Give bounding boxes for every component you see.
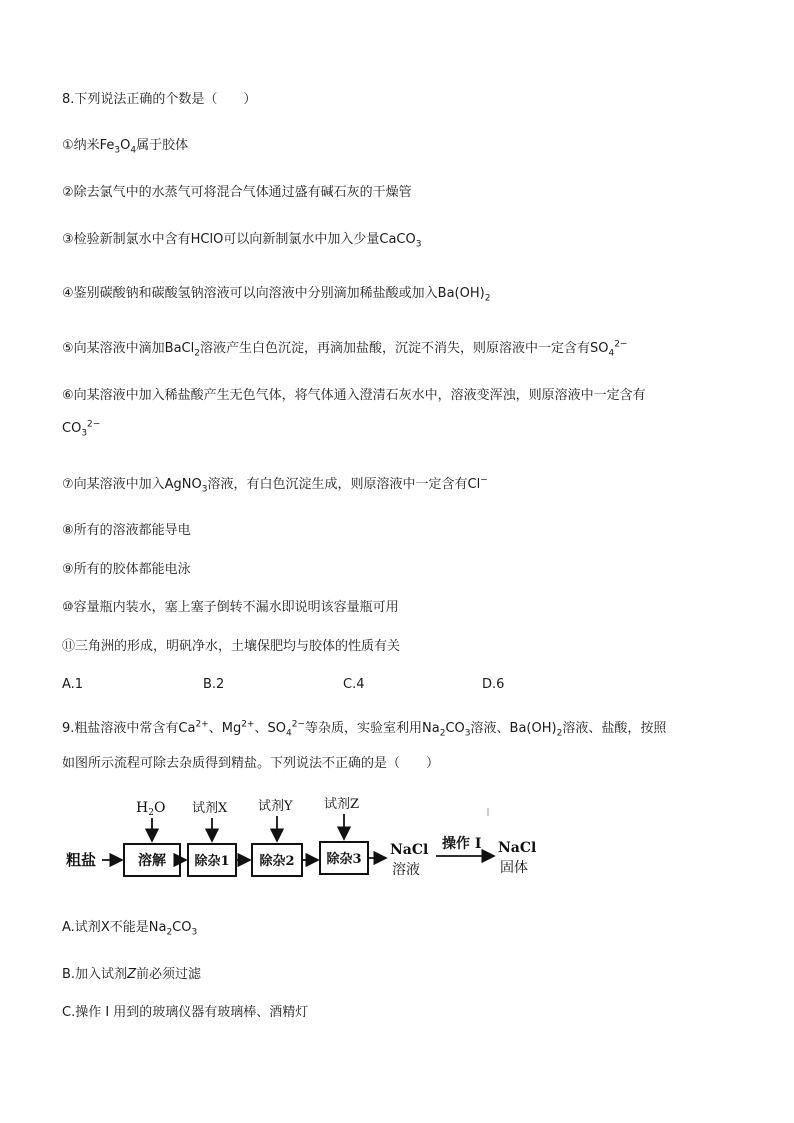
flow-box-dissolve-label: 溶解 [138, 853, 166, 869]
flow-box-remove2-label: 除杂2 [259, 854, 295, 869]
q8-statement-5: ⑤向某溶液中滴加BaCl$_2$溶液产生白色沉淀，再滴加盐酸，沉淀不消失，则原溶液中一定含有$SO_4^{2-}$ [62, 339, 628, 359]
operation-label: 操作 I [442, 836, 482, 852]
reagent-water: $H_2O$ [136, 800, 166, 818]
q8-option-b: B.2 [203, 677, 225, 692]
q8-statement-6-line2: $CO_3^{2-}$ [62, 419, 101, 439]
q9-flow-diagram [64, 794, 544, 884]
q8-option-c: C.4 [343, 677, 365, 692]
reagent-z: 试剂Z [324, 797, 360, 812]
reagent-x: 试剂X [192, 801, 228, 816]
q8-option-d: D.6 [482, 677, 505, 692]
q8-statement-3: ③检验新制氯水中含有HClO可以向新制氯水中加入少量CaCO$_3$ [62, 232, 422, 250]
q9-option-a: A.试剂X不能是$Na_2CO_3$ [62, 920, 198, 938]
flow-box-remove1-label: 除杂1 [194, 854, 230, 869]
q8-statement-9: ⑨所有的胶体都能电泳 [62, 562, 191, 577]
q8-statement-4: ④鉴别碳酸钠和碳酸氢钠溶液可以向溶液中分别滴加稀盐酸或加入$Ba(OH)_2$ [62, 286, 491, 304]
nacl-solid-bottom: 固体 [500, 860, 528, 876]
q8-statement-1: ①纳米$Fe_3O_4$属于胶体 [62, 138, 189, 156]
q9-option-c: C.操作 I 用到的玻璃仪器有玻璃棒、酒精灯 [62, 1005, 309, 1020]
reagent-y: 试剂Y [258, 799, 293, 814]
q9-stem-line2: 如图所示流程可除去杂质得到精盐。下列说法不正确的是（ ） [62, 756, 440, 771]
q8-option-a: A.1 [62, 677, 84, 692]
nacl-solution-bottom: 溶液 [392, 862, 420, 878]
q9-option-b: B.加入试剂Z前必须过滤 [62, 967, 201, 982]
flow-start-label: 粗盐 [66, 851, 97, 869]
q9-stem-line1: 9.粗盐溶液中常含有$Ca^{2+}$、$Mg^{2+}$、$SO_4^{2-}$等杂质，实验室利用$Na_2CO_3$溶液、$Ba(OH)_2$溶液、盐酸，按照 [62, 719, 667, 739]
q8-statement-11: ⑪三角洲的形成，明矾净水，土壤保肥均与胶体的性质有关 [62, 639, 401, 654]
q8-statement-2: ②除去氯气中的水蒸气可将混合气体通过盛有碱石灰的干燥管 [62, 185, 412, 200]
q8-statement-7: ⑦向某溶液中加入AgNO$_3$溶液，有白色沉淀生成，则原溶液中一定含有Cl− [62, 475, 488, 495]
nacl-solid-top: NaCl [498, 840, 537, 856]
nacl-solution-top: NaCl [390, 842, 429, 858]
q8-statement-6-line1: ⑥向某溶液中加入稀盐酸产生无色气体，将气体通入澄清石灰水中，溶液变浑浊，则原溶液中一定含有 [62, 388, 646, 403]
q8-statement-10: ⑩容量瓶内装水，塞上塞子倒转不漏水即说明该容量瓶可用 [62, 600, 399, 615]
q8-statement-8: ⑧所有的溶液都能导电 [62, 523, 191, 538]
flow-box-remove3-label: 除杂3 [326, 852, 362, 867]
q8-stem: 8.下列说法正确的个数是（ ） [62, 92, 257, 107]
